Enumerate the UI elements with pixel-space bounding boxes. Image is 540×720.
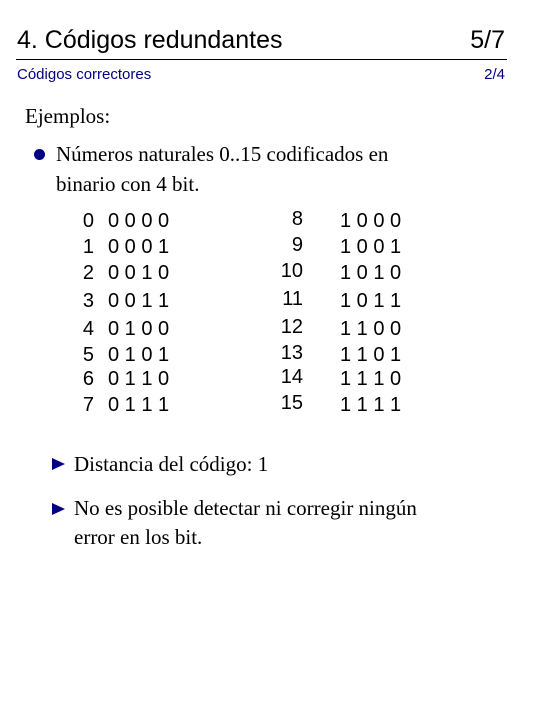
table-row-number: 6	[82, 368, 94, 390]
table-row-code: 0 0 1 1	[108, 290, 170, 312]
table-row-code: 0 0 0 1	[108, 236, 170, 258]
table-row-number: 13	[280, 342, 303, 364]
bullet-text-line1: Números naturales 0..15 codificados en	[56, 142, 389, 166]
table-row-number: 2	[82, 262, 94, 284]
table-row-number: 0	[82, 210, 94, 232]
detection-text-line1: No es posible detectar ni corregir ningún	[74, 496, 417, 520]
table-row-number: 15	[280, 392, 303, 414]
table-row-number: 9	[291, 234, 303, 256]
bullet-text-line2: binario con 4 bit.	[56, 172, 200, 196]
arrow-bullet-icon	[52, 458, 65, 470]
table-row-code: 1 1 1 0	[340, 368, 402, 390]
subpage-number: 2/4	[484, 66, 505, 83]
bullet-dot-icon	[34, 149, 45, 160]
table-row-code: 1 0 0 0	[340, 210, 402, 232]
table-row-number: 11	[282, 288, 303, 310]
examples-heading: Ejemplos:	[25, 104, 111, 128]
table-row-number: 4	[82, 318, 94, 340]
binary-table	[0, 210, 540, 420]
table-row-code: 1 0 1 0	[340, 262, 402, 284]
table-row-code: 0 1 1 1	[108, 394, 170, 416]
table-row-number: 7	[82, 394, 94, 416]
section-title: Códigos correctores	[17, 66, 152, 83]
table-row-number: 8	[291, 208, 303, 230]
table-row-code: 0 1 1 0	[108, 368, 170, 390]
header-divider	[16, 59, 507, 60]
table-row-code: 1 0 1 1	[340, 290, 402, 312]
table-row-code: 0 0 0 0	[108, 210, 170, 232]
page-number: 5/7	[470, 26, 505, 54]
table-row-code: 1 1 0 0	[340, 318, 402, 340]
code-distance-text: Distancia del código: 1	[74, 452, 269, 476]
table-row-number: 10	[280, 260, 303, 282]
table-row-code: 1 0 0 1	[340, 236, 402, 258]
detection-text-line2: error en los bit.	[74, 525, 203, 549]
table-row-number: 14	[280, 366, 303, 388]
table-row-number: 5	[82, 344, 94, 366]
table-row-number: 3	[82, 290, 94, 312]
table-row-code: 0 0 1 0	[108, 262, 170, 284]
table-row-code: 1 1 0 1	[340, 344, 402, 366]
table-row-code: 1 1 1 1	[340, 394, 402, 416]
table-row-number: 12	[280, 316, 303, 338]
page-title: 4. Códigos redundantes	[17, 26, 283, 54]
table-row-code: 0 1 0 0	[108, 318, 170, 340]
arrow-bullet-icon	[52, 503, 65, 515]
table-row-number: 1	[82, 236, 94, 258]
table-row-code: 0 1 0 1	[108, 344, 170, 366]
